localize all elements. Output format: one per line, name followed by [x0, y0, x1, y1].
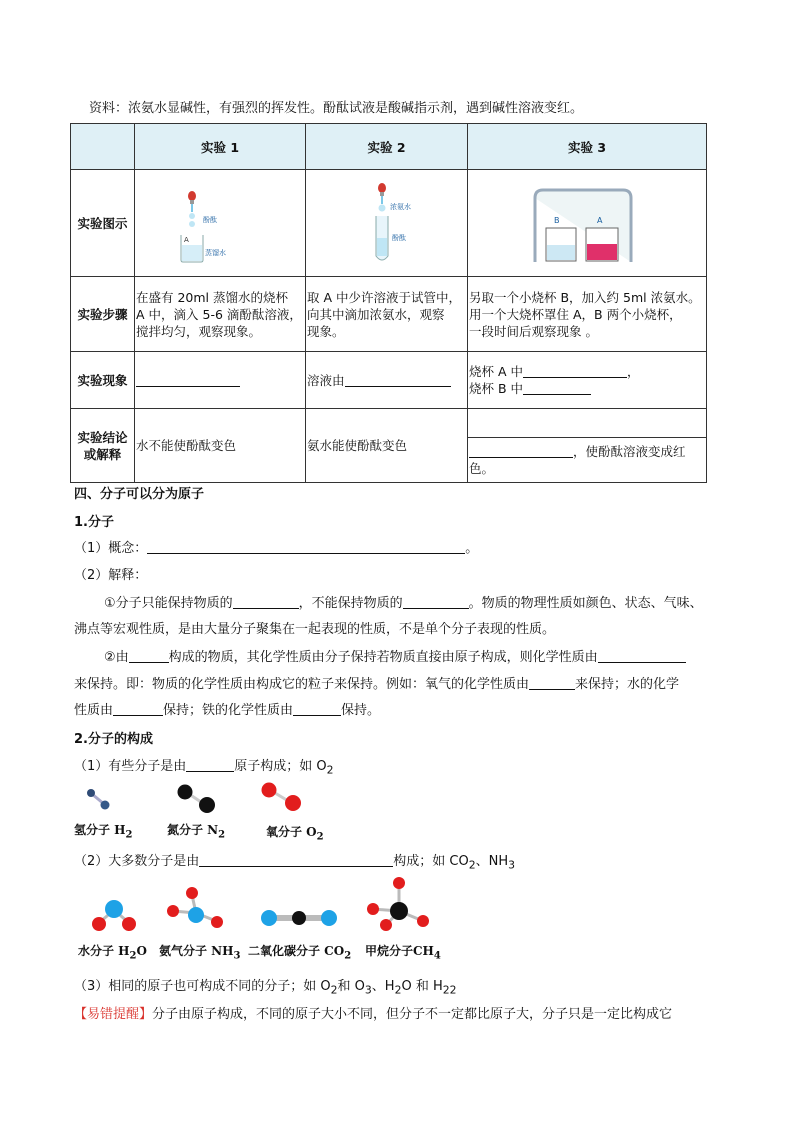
- answer-blank[interactable]: [147, 539, 465, 554]
- exp2-dropper-label: 浓氨水: [390, 203, 411, 211]
- dropper-icon: [378, 183, 386, 212]
- answer-blank[interactable]: [233, 594, 299, 609]
- conclusion-exp2: 氨水能使酚酞变色: [306, 409, 468, 483]
- p1-text-c: 。物质的物理性质如颜色、状态、气味、: [468, 596, 703, 611]
- c2-text-b: 构成；如 CO: [393, 854, 469, 869]
- p2-text-a: ②由: [104, 650, 129, 665]
- composition-2: [74, 850, 515, 872]
- figure-row: [71, 170, 707, 277]
- molecule-caption-co2: [248, 942, 351, 961]
- molecule-caption-n2: [167, 821, 225, 840]
- ammonia-molecule-icon: [167, 887, 223, 928]
- tip-text: 分子由原子构成，不同的原子大小不同，但分子不一定都比原子大，分子只是一定比构成它: [152, 1007, 673, 1022]
- caption-tail: O: [136, 944, 147, 958]
- test-tube-icon: [376, 216, 388, 260]
- paragraph-2-line3: [74, 699, 380, 718]
- molecule-diagrams-1: [80, 782, 360, 822]
- molecule-diagrams-2: [76, 875, 446, 940]
- answer-blank[interactable]: [186, 757, 234, 772]
- header-exp2: 实验 2: [306, 124, 468, 170]
- paragraph-2-line1: [104, 646, 686, 665]
- caption-text: 二氧化碳分子 CO: [248, 944, 345, 958]
- caption-text: 氧分子 O: [266, 825, 317, 839]
- paragraph-2-line2: [74, 673, 679, 692]
- paragraph-1-line2: 沸点等宏观性质，是由大量分子聚集在一起表现的性质，不是单个分子表现的性质。: [74, 622, 556, 637]
- answer-blank[interactable]: [293, 701, 341, 716]
- steps-row: [71, 277, 707, 352]
- answer-blank[interactable]: [403, 594, 469, 609]
- oxygen-molecule-icon: [262, 783, 302, 812]
- water-molecule-icon: [92, 900, 136, 931]
- exp3-label-a: A: [597, 216, 603, 225]
- phenomenon-exp2-prefix: 溶液由: [307, 372, 345, 388]
- steps-exp3: [468, 277, 707, 352]
- c3-sub1: 2: [330, 983, 338, 997]
- c3-text-c: 、H: [371, 979, 395, 994]
- steps-exp3-line2: 用一个大烧杯罩住 A，B 两个小烧杯，: [469, 306, 682, 322]
- exp1-illustration: [135, 170, 305, 273]
- paragraph-1-line1: [104, 592, 703, 611]
- phenomenon-row: [71, 352, 707, 409]
- concept-label: （1）概念：: [74, 541, 148, 556]
- c3-text-d: O 和 H: [401, 979, 443, 994]
- caption-sub: 3: [233, 950, 241, 962]
- hydrogen-molecule-icon: [87, 789, 110, 810]
- row-label-conclusion: [71, 409, 135, 483]
- steps-exp1: [135, 277, 306, 352]
- caption-sub: 2: [125, 829, 133, 841]
- exp2-illustration: [306, 170, 467, 273]
- answer-blank[interactable]: [523, 380, 591, 395]
- c2-sub2: 3: [508, 858, 516, 872]
- beaker-a-icon: [586, 228, 618, 261]
- steps-exp3-line1: 另取一个小烧杯 B，加入约 5ml 浓氨水。: [469, 289, 701, 305]
- c2-text-a: （2）大多数分子是由: [74, 854, 200, 869]
- conclusion-exp3-top-line: [468, 414, 706, 438]
- steps-exp3-line3: 一段时间后观察现象 。: [469, 323, 598, 339]
- phenomenon-exp3-b: 烧杯 B 中: [469, 381, 524, 396]
- row-label-conclusion-line1: 实验结论: [77, 429, 128, 445]
- phenomenon-exp3-a-suffix: ，: [627, 364, 640, 379]
- steps-exp1-line1: 在盛有 20ml 蒸馏水的烧杯: [136, 289, 289, 305]
- carbon-dioxide-molecule-icon: [261, 910, 337, 926]
- p2-line3-text-c: 保持。: [341, 703, 381, 718]
- caption-text: 氨气分子 NH: [159, 944, 234, 958]
- composition-3: [74, 975, 457, 997]
- nitrogen-molecule-icon: [178, 785, 216, 814]
- answer-blank[interactable]: [113, 701, 163, 716]
- subsection-molecule: 1.分子: [74, 515, 114, 530]
- tip-label: 【易错提醒】: [74, 1007, 153, 1022]
- header-exp1: 实验 1: [135, 124, 306, 170]
- phenomenon-exp3-a: 烧杯 A 中: [469, 364, 523, 379]
- subsection-composition: 2.分子的构成: [74, 732, 153, 747]
- p2-text-c: 若物质直接由原子构成，则化学性质由: [376, 650, 598, 665]
- answer-blank[interactable]: [523, 363, 627, 378]
- molecule-caption-h2: [74, 821, 133, 840]
- exp1-beaker-label: 蒸馏水: [205, 249, 226, 257]
- answer-blank[interactable]: [136, 372, 240, 387]
- c3-sub5: 2: [449, 983, 457, 997]
- section-title: 四、分子可以分为原子: [74, 487, 205, 502]
- answer-blank[interactable]: [345, 372, 451, 387]
- exp2-tube-label: 酚酞: [392, 234, 406, 242]
- steps-exp1-line2: A 中，滴入 5-6 滴酚酞溶液，: [136, 306, 302, 322]
- explain-label: （2）解释：: [74, 568, 148, 583]
- c1-sub: 2: [326, 763, 334, 777]
- steps-exp2-line2: 向其中滴加浓氨水，观察: [307, 306, 445, 322]
- beaker-b-icon: [546, 228, 576, 261]
- c1-text-b: 原子构成；如 O: [234, 759, 327, 774]
- c3-sub2: 3: [364, 983, 372, 997]
- p1-text-a: ①分子只能保持物质的: [104, 596, 233, 611]
- figure-exp3: [468, 170, 707, 277]
- caption-sub: 2: [129, 950, 137, 962]
- answer-blank[interactable]: [598, 648, 686, 663]
- steps-exp1-line3: 搅拌均匀，观察现象。: [136, 323, 262, 339]
- exp1-beaker-letter: A: [184, 236, 189, 244]
- phenomenon-exp3: [468, 352, 707, 409]
- methane-molecule-icon: [367, 877, 429, 931]
- molecule-caption-o2: [266, 823, 324, 842]
- row-label-phenomenon: 实验现象: [71, 352, 135, 409]
- exp1-dropper-label: 酚酞: [203, 216, 217, 224]
- concept-end: 。: [465, 541, 479, 556]
- answer-blank[interactable]: [199, 852, 393, 867]
- answer-blank[interactable]: [469, 443, 573, 458]
- steps-exp2-line1: 取 A 中少许溶液于试管中，: [307, 289, 461, 305]
- figure-exp2: [306, 170, 468, 277]
- concept-line: [74, 537, 478, 556]
- conclusion-row: [71, 409, 707, 483]
- p2-text-b: 构成的物质，其化学性质由分子保持: [168, 650, 377, 665]
- phenomenon-exp1: [135, 352, 306, 409]
- caption-sub: 2: [218, 829, 226, 841]
- intro-text: 资料：浓氨水显碱性，有强烈的挥发性。酚酞试液是酸碱指示剂，遇到碱性溶液变红。: [89, 101, 584, 116]
- caption-text: 甲烷分子CH: [365, 944, 434, 958]
- caption-text: 水分子 H: [78, 944, 130, 958]
- answer-blank[interactable]: [529, 675, 575, 690]
- molecule-caption-h2o: [78, 942, 147, 961]
- molecule-caption-nh3: [159, 942, 240, 961]
- dropper-icon: [188, 191, 196, 227]
- tip-line: [74, 1003, 672, 1022]
- c2-sub1: 2: [468, 858, 476, 872]
- p2-line2-text-b: 来保持；水的化学: [575, 677, 680, 692]
- header-exp3: 实验 3: [468, 124, 707, 170]
- steps-exp2-line3: 现象。: [307, 323, 345, 339]
- conclusion-exp3-line2: 色。: [469, 461, 495, 476]
- c3-text-a: （3）相同的原子也可构成不同的分子；如 O: [74, 979, 331, 994]
- exp3-label-b: B: [554, 216, 560, 225]
- caption-text: 氢分子 H: [74, 823, 126, 837]
- c3-sub4: 2: [442, 983, 450, 997]
- row-label-conclusion-line2: 或解释: [83, 446, 122, 462]
- c1-text-a: （1）有些分子是由: [74, 759, 187, 774]
- molecule-caption-ch4: [365, 942, 441, 961]
- figure-exp1: [135, 170, 306, 277]
- c2-text-c: 、NH: [475, 854, 509, 869]
- p2-line3-text-b: 保持；铁的化学性质由: [163, 703, 294, 718]
- answer-blank[interactable]: [129, 648, 169, 663]
- caption-sub: 2: [344, 950, 352, 962]
- table-header-row: [71, 124, 707, 170]
- header-empty: [71, 124, 135, 170]
- p1-text-b: ，不能保持物质的: [298, 596, 403, 611]
- composition-1: [74, 755, 334, 777]
- phenomenon-exp2: [306, 352, 468, 409]
- p2-line3-text-a: 性质由: [74, 703, 114, 718]
- conclusion-exp3-line1: ，使酚酞溶液变成红: [573, 444, 686, 459]
- exp3-illustration: [468, 170, 706, 273]
- caption-sub: 4: [433, 950, 441, 962]
- conclusion-exp1: 水不能使酚酞变色: [135, 409, 306, 483]
- caption-text: 氮分子 N: [167, 823, 219, 837]
- c3-text-b: 和 O: [337, 979, 365, 994]
- c3-sub3: 2: [394, 983, 402, 997]
- steps-exp2: [306, 277, 468, 352]
- conclusion-exp3: [468, 409, 707, 483]
- caption-sub: 2: [316, 831, 324, 843]
- p2-line2-text-a: 来保持。即：物质的化学性质由构成它的粒子来保持。例如：氧气的化学性质由: [74, 677, 530, 692]
- row-label-steps: 实验步骤: [71, 277, 135, 352]
- row-label-figure: 实验图示: [71, 170, 135, 277]
- experiment-table: [70, 123, 707, 483]
